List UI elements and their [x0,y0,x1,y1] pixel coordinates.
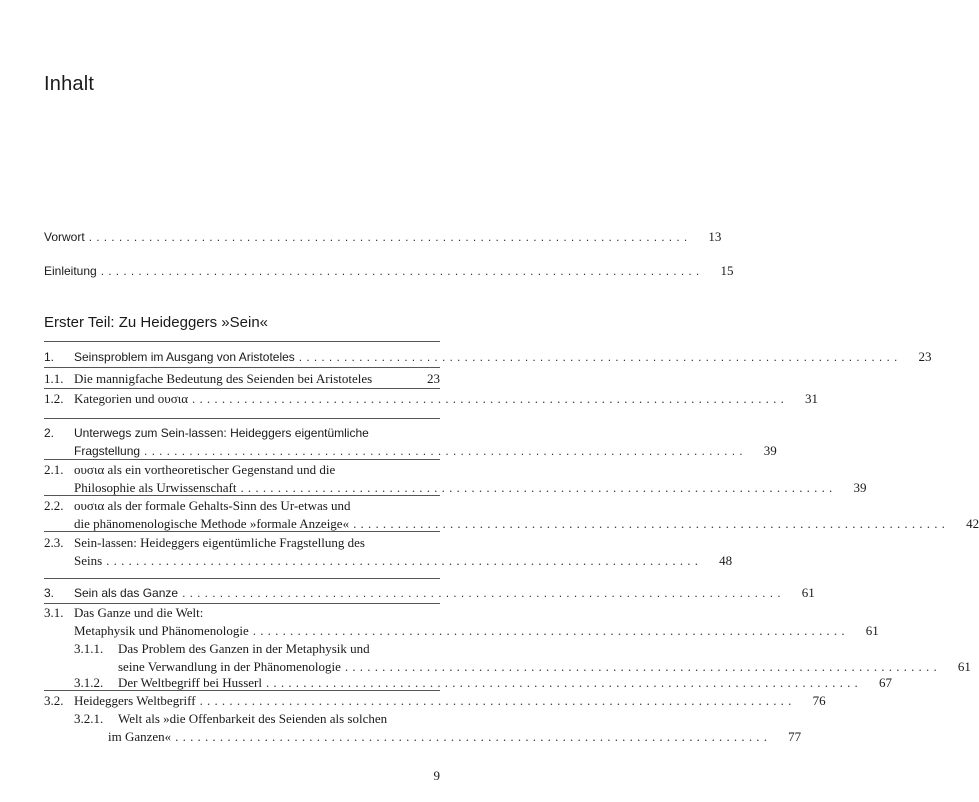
chapter-divider [44,418,440,419]
toc-entry-label: Die mannigfache Bedeutung des Seienden bei Aristoteles [74,371,373,386]
toc-entry [44,534,733,570]
toc-entry-label: Metaphysik und Phänomenologie [74,623,249,638]
toc-entry [44,584,815,602]
toc-entry [44,692,826,710]
leader-dots: ................................................................................ [265,675,862,690]
toc-entry-label: Das Ganze und die Welt: [74,605,204,620]
toc-entry-label: Kategorien und ουσια [74,391,189,406]
toc-entry-label: Fragstellung [74,444,141,458]
toc-entry-number: 3.2. [44,693,64,708]
leader-dots: ................................................................................ [192,391,789,406]
toc-entry [44,424,777,460]
section-divider [44,459,440,460]
toc-entry-label: Heideggers Weltbegriff [74,693,196,708]
chapter-divider [44,578,440,579]
toc-page-number: 31 [805,391,819,406]
toc-entry-number: 2.2. [44,498,64,513]
toc-entry [44,461,867,497]
toc-entry [44,497,979,533]
toc-page-number: 61 [801,585,815,600]
toc-entry-number: 3.1. [44,605,64,620]
page-number: 9 [433,768,440,783]
toc-page-number: 48 [719,553,733,568]
leader-dots: ................................................................................ [298,350,902,364]
part-title: Erster Teil: Zu Heideggers »Sein« [44,314,269,331]
toc-page-number: 23 [427,371,440,386]
toc-entry [44,710,802,746]
toc-entry-label: Der Weltbegriff bei Husserl [118,675,262,690]
toc-entry [44,604,879,640]
toc-entry-label: ουσια als ein vortheoretischer Gegenstand und die [74,462,336,477]
toc-entry [44,348,932,366]
leader-dots: ................................................................................ [106,553,703,568]
toc-page-number: 77 [788,729,802,744]
section-divider [44,367,440,368]
toc-entry [44,640,971,676]
toc-entry-label: Unterwegs zum Sein-lassen: Heideggers eigentümliche [74,426,369,440]
toc-entry-number: 3.1.1. [74,641,104,656]
leader-dots: ................................................................................ [88,230,692,244]
toc-entry-label: ουσια als der formale Gehalts-Sinn des Ur-etwas und [74,498,351,513]
toc-entry-number: 2. [44,426,55,440]
toc-entry-number: 3.1.2. [74,675,104,690]
section-divider [44,690,440,691]
toc-page-number: 67 [878,675,892,690]
section-divider [44,531,440,532]
toc-entry-label: die phänomenologische Methode »formale Anzeige« [74,516,350,531]
toc-page-number: 61 [957,659,971,674]
toc-entry-label: Sein als das Ganze [74,586,179,600]
leader-dots: ................................................................................ [353,516,950,531]
toc-entry-label: Das Problem des Ganzen in der Metaphysik und [118,641,370,656]
toc-entry-number: 3. [44,586,55,600]
leader-dots: ................................................................................ [175,729,772,744]
leader-dots: ................................................................................ [100,264,704,278]
toc-page-number: 76 [812,693,826,708]
toc-entry-einleitung [44,262,734,280]
toc-entry-label: Vorwort [44,230,85,244]
leader-dots: ................................................................................ [344,659,941,674]
toc-entry-label: Sein-lassen: Heideggers eigentümliche Fragstellung des [74,535,365,550]
toc-entry-label: Welt als »die Offenbarkeit des Seienden als solchen [118,711,388,726]
toc-entry-label: seine Verwandlung in der Phänomenologie [118,659,341,674]
toc-entry-number: 1. [44,350,55,364]
leader-dots: ................................................................................ [182,586,785,600]
toc-entry-label: Philosophie als Urwissenschaft [74,480,237,495]
leader-dots: ................................................................................ [199,693,796,708]
section-divider [44,495,440,496]
toc-entry-label: Seins [74,553,103,568]
toc-entry-label: Seinsproblem im Ausgang von Aristoteles [74,350,295,364]
toc-entry-label: im Ganzen« [108,729,172,744]
toc-entry-label: Einleitung [44,264,97,278]
toc-page-number: 39 [763,443,777,458]
toc-page-number: 13 [708,229,722,244]
toc-entry-vorwort [44,228,722,246]
chapter-divider [44,341,440,342]
toc-entry-number: 2.3. [44,535,64,550]
toc-page-number: 61 [865,623,879,638]
toc-page-number: 42 [966,516,979,531]
toc-entry [44,370,440,388]
toc-entry-number: 2.1. [44,462,64,477]
leader-dots: ................................................................................ [252,623,849,638]
leader-dots: ................................................................................ [240,480,837,495]
leader-dots: ................................................................................ [144,444,747,458]
toc-page-number: 15 [720,263,734,278]
section-divider [44,388,440,389]
toc-entry-number: 1.2. [44,391,64,406]
toc-entry-number: 1.1. [44,371,64,386]
toc-entry-number: 3.2.1. [74,711,104,726]
toc-entry [44,390,819,408]
toc-page-number: 23 [918,349,932,364]
toc-page-number: 39 [853,480,867,495]
page-title: Inhalt [44,73,95,95]
